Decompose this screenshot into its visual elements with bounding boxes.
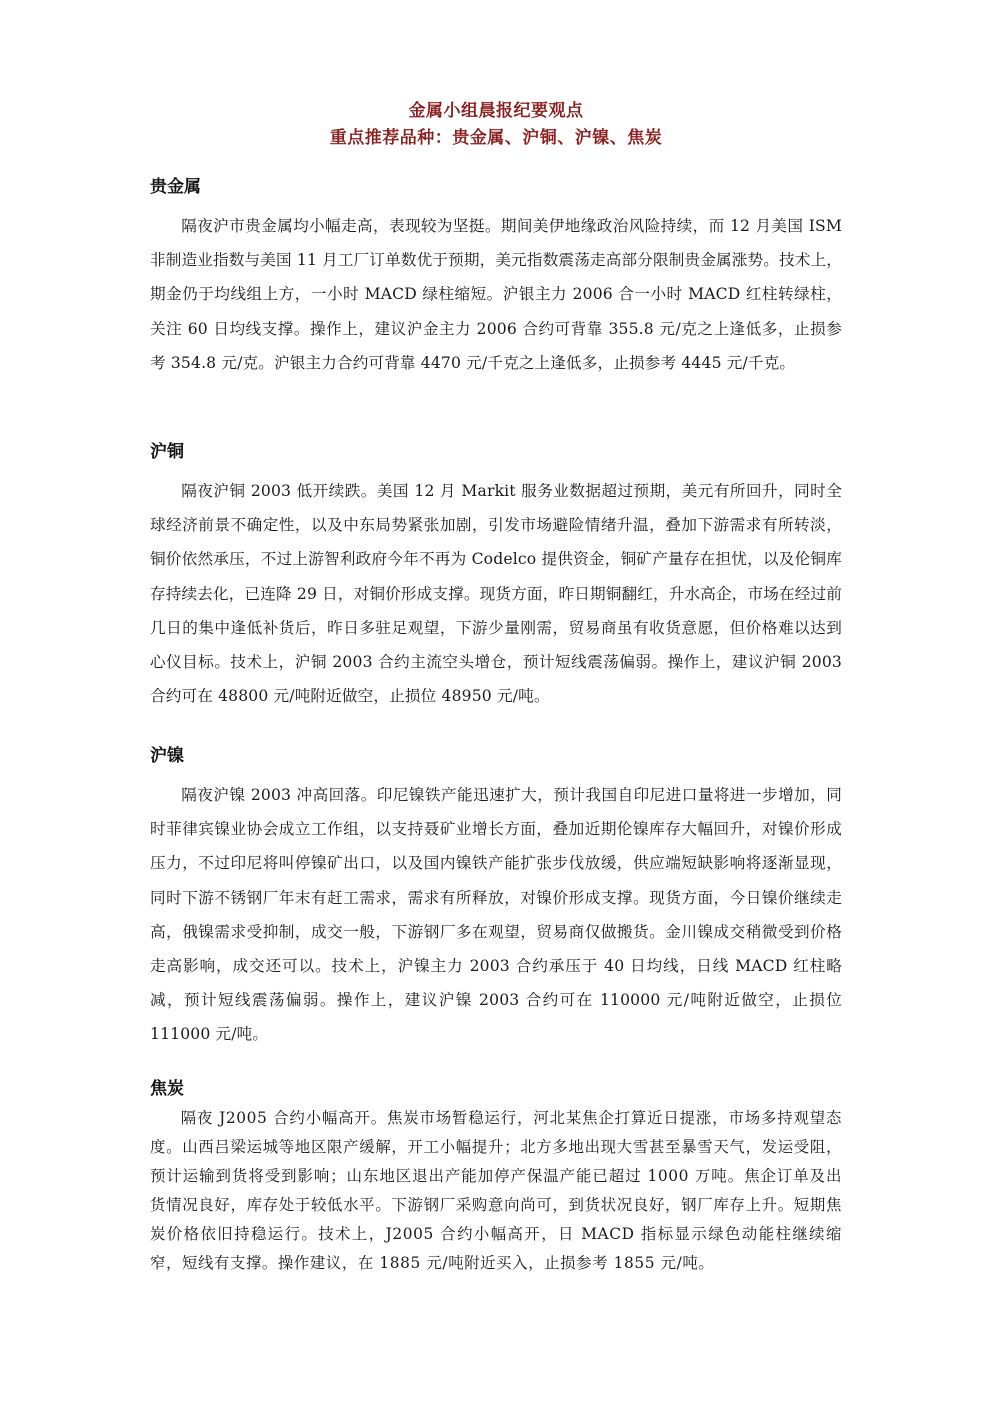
section-body: 隔夜 J2005 合约小幅高开。焦炭市场暂稳运行，河北某焦企打算近日提涨，市场多持观望态度。山西吕梁运城等地区限产缓解，开工小幅提升；北方多地出现大雪甚至暴雪天气，发运受阻，预计运输到货将受到影响；山东地区退出产能加停产保温产能已超过 1000 万吨。焦企订单及出货情况良好，库存处于较低水平。下游钢厂采购意向尚可，到货状况良好，钢厂库存上升。短期焦炭价格依旧持稳运行。技术上，J2005 合约小幅高开，日 MACD 指标显示绿色动能柱继续缩窄，短线有支撑。操作建议，在 1885 元/吨附近买入，止损参考 1855 元/吨。 [150, 1109, 842, 1272]
section-heading: 沪镍 [150, 746, 184, 766]
section-heading: 贵金属 [150, 177, 201, 197]
section-copper [150, 441, 842, 713]
report-subtitle: 重点推荐品种：贵金属、沪铜、沪镍、焦炭 [329, 128, 663, 148]
section-nickel [150, 745, 842, 1052]
report-title: 金属小组晨报纪要观点 [408, 101, 584, 121]
section-body: 隔夜沪镍 2003 冲高回落。印尼镍铁产能迅速扩大，预计我国自印尼进口量将进一步增加，同时菲律宾镍业协会成立工作组，以支持聂矿业增长方面，叠加近期伦镍库存大幅回升，对镍价形成压力，不过印尼将叫停镍矿出口，以及国内镍铁产能扩张步伐放缓，供应端短缺影响将逐渐显现，同时下游不锈钢厂年末有赶工需求，需求有所释放，对镍价形成支撑。现货方面，今日镍价继续走高，俄镍需求受抑制，成交一般，下游钢厂多在观望，贸易商仅做搬货。金川镍成交稍微受到价格走高影响，成交还可以。技术上，沪镍主力 2003 合约承压于 40 日均线，日线 MACD 红柱略减，预计短线震荡偏弱。操作上，建议沪镍 2003 合约可在 110000 元/吨附近做空，止损位 111000 元/吨。 [150, 786, 842, 1044]
section-heading: 沪铜 [150, 442, 184, 462]
section-coke [150, 1078, 842, 1278]
section-body: 隔夜沪铜 2003 低开续跌。美国 12 月 Markit 服务业数据超过预期，美元有所回升，同时全球经济前景不确定性，以及中东局势紧张加剧，引发市场避险情绪升温，叠加下游需求有所转淡，铜价依然承压，不过上游智利政府今年不再为 Codelco 提供资金，铜矿产量存在担忧，以及伦铜库存持续去化，已连降 29 日，对铜价形成支撑。现货方面，昨日期铜翻红，升水高企，市场在经过前几日的集中逢低补货后，昨日多驻足观望，下游少量刚需，贸易商虽有收货意愿，但价格难以达到心仪目标。技术上，沪铜 2003 合约主流空头增仓，预计短线震荡偏弱。操作上，建议沪铜 2003 合约可在 48800 元/吨附近做空，止损位 48950 元/吨。 [150, 482, 842, 706]
section-body: 隔夜沪市贵金属均小幅走高，表现较为坚挺。期间美伊地缘政治风险持续，而 12 月美国 ISM 非制造业指数与美国 11 月工厂订单数优于预期，美元指数震荡走高部分限制贵金属涨势。技术上，期金仍于均线组上方，一小时 MACD 绿柱缩短。沪银主力 2006 合一小时 MACD 红柱转绿柱，关注 60 日均线支撑。操作上，建议沪金主力 2006 合约可背靠 355.8 元/克之上逢低多，止损参考 354.8 元/克。沪银主力合约可背靠 4470 元/千克之上逢低多，止损参考 4445 元/千克。 [150, 217, 842, 372]
section-precious-metals [150, 176, 842, 380]
section-heading: 焦炭 [150, 1079, 184, 1099]
